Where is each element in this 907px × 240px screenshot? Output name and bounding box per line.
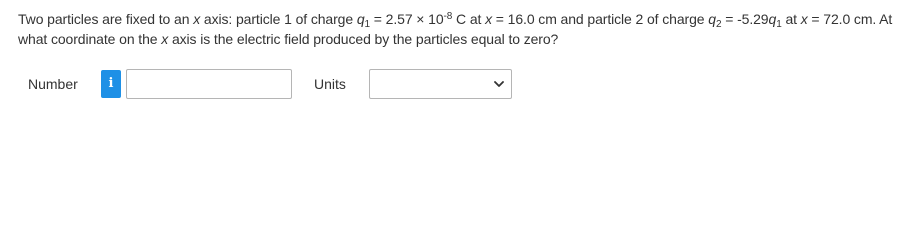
variable-x: x (800, 11, 808, 27)
chevron-down-icon (494, 80, 504, 88)
units-select[interactable] (369, 69, 512, 99)
question-part: at (781, 11, 801, 27)
question-part: C at (452, 11, 486, 27)
variable-q: q (708, 11, 716, 27)
question-part: = -5.29 (721, 11, 769, 27)
info-icon[interactable]: i (101, 70, 121, 98)
variable-q: q (356, 11, 365, 27)
subscript: 2 (715, 19, 722, 30)
answer-row (0, 68, 907, 100)
question-part: axis is the electric field produced by the particles equal to zero? (168, 31, 559, 47)
exponent: -8 (443, 11, 453, 22)
number-label: Number (28, 76, 78, 92)
question-part: Two particles are fixed to an (18, 11, 194, 27)
question-part: axis: particle 1 of charge (200, 11, 357, 27)
variable-x: x (485, 11, 492, 27)
question-part: = 72.0 cm. At what coordinate on the (18, 11, 893, 47)
question-part: = 2.57 × 10 (370, 11, 444, 27)
question-text (18, 9, 898, 49)
units-label: Units (314, 76, 346, 92)
subscript: 1 (776, 19, 782, 30)
question-part: = 16.0 cm and particle 2 of charge (492, 11, 709, 27)
variable-q: q (768, 11, 777, 27)
variable-x: x (161, 31, 169, 47)
subscript: 1 (364, 19, 370, 30)
number-input[interactable] (126, 69, 292, 99)
variable-x: x (193, 11, 201, 27)
